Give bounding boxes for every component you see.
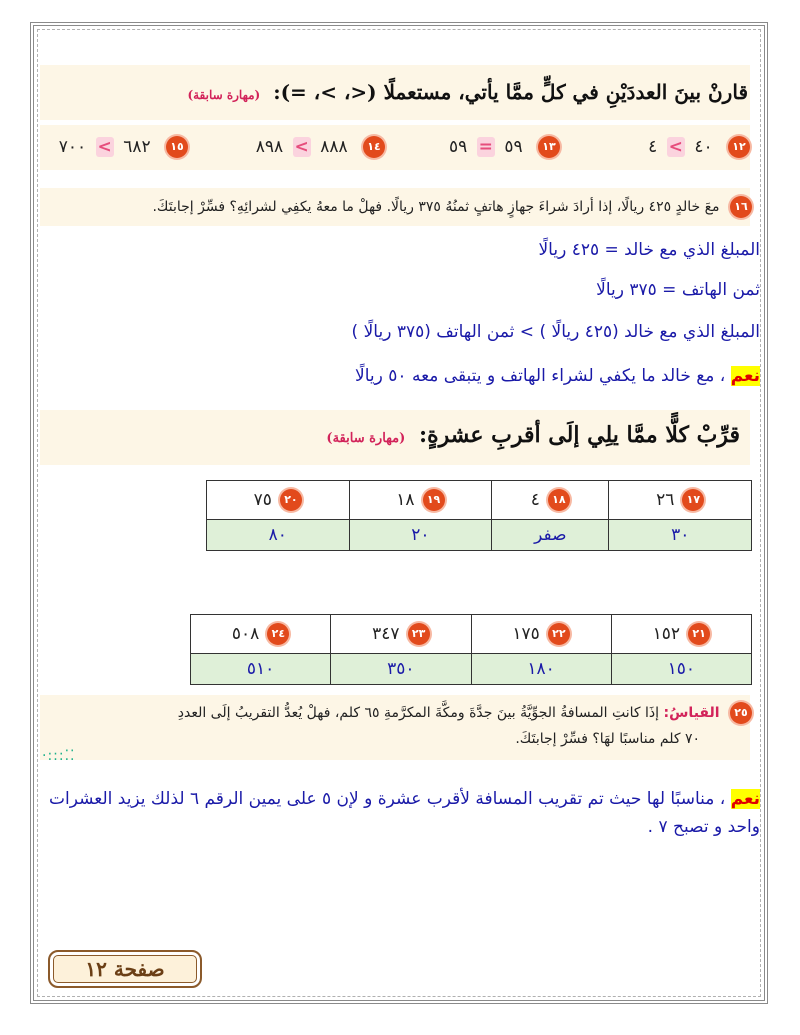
answer16-line1: المبلغ الذي مع خالد = ٤٢٥ ريالًا — [538, 240, 760, 260]
answer-cell: ٢٠ — [349, 520, 492, 551]
rounding-table-2 — [190, 614, 752, 685]
cell-value: ٥٠٨ — [231, 624, 260, 644]
rounding-table-1 — [206, 480, 752, 551]
yes-highlight: نعم — [730, 789, 760, 809]
answer-cell: ٣٥٠ — [331, 654, 471, 685]
problem-25-text1: إذَا كانتِ المسافةُ الجوِّيَّةُ بينَ جدَّةَ ومكَّةَ المكرَّمةِ ٦٥ كلم، فهلْ يُعدُّ التقريبُ إلَى العددِ — [177, 705, 660, 721]
question-13 — [449, 136, 560, 158]
section2-title — [326, 422, 740, 448]
question-number-badge: ٢٤ — [267, 623, 289, 645]
question-number-badge: ١٨ — [548, 489, 570, 511]
left-value: ٤٠ — [694, 137, 713, 157]
right-value: ٨٩٨ — [255, 137, 284, 157]
table-row-questions — [207, 481, 752, 520]
comparison-sign: > — [294, 137, 309, 157]
question-number-badge: ٢٣ — [408, 623, 430, 645]
comparison-sign: > — [97, 137, 112, 157]
problem-16-text: معَ خالدٍ ٤٢٥ ريالًا، إذا أرادَ شراءَ جهازٍ هاتفٍ ثمنُهُ ٣٧٥ ريالًا. فهلْ ما معهُ يكفِي لشرائِهِ؟ فسِّرْ إجابتَكَ. — [152, 199, 720, 215]
cell-value: ١٥٢ — [652, 624, 681, 644]
answer-cell: ٣٠ — [609, 520, 752, 551]
answer-cell: ٥١٠ — [191, 654, 331, 685]
section1-title — [187, 80, 748, 104]
page-number-box — [48, 950, 202, 988]
answer16-line2: ثمن الهاتف = ٣٧٥ ريالًا — [596, 280, 760, 300]
right-value: ٧٠٠ — [58, 137, 87, 157]
question-number-badge: ١٢ — [728, 136, 750, 158]
table-cell — [492, 481, 609, 520]
table-cell — [471, 615, 611, 654]
comparison-sign: = — [478, 137, 493, 157]
question-14 — [256, 136, 385, 158]
table-cell — [609, 481, 752, 520]
problem-16 — [152, 196, 752, 218]
cell-value: ٣٤٧ — [372, 624, 400, 644]
problem-25 — [178, 700, 752, 752]
answer16-line4 — [355, 366, 760, 386]
table-cell — [611, 615, 751, 654]
section1-title-text: قارنْ بينَ العددَيْنِ في كلٍّ ممَّا يأتي، مستعملًا (<، >، =): — [273, 80, 748, 104]
question-number-badge: ١٥ — [166, 136, 188, 158]
cell-value: ١٨ — [396, 490, 415, 510]
question-number-badge: ٢٢ — [548, 623, 570, 645]
cell-value: ٢٦ — [656, 490, 675, 510]
yes-highlight: نعم — [730, 366, 760, 386]
skill-tag: (مهارة سابقة) — [326, 431, 406, 446]
cell-value: ١٧٥ — [512, 624, 540, 644]
table-row-answers — [191, 654, 752, 685]
table-cell — [349, 481, 492, 520]
right-value: ٤ — [648, 137, 658, 157]
question-number-badge: ٢١ — [688, 623, 710, 645]
question-number-badge: ١٣ — [538, 136, 560, 158]
table-cell — [207, 481, 350, 520]
decorative-dots-icon: ·:::⁚⁚ — [42, 748, 76, 764]
answer16-line3: المبلغ الذي مع خالد (٤٢٥ ريالًا ) > ثمن الهاتف (٣٧٥ ريالًا ) — [351, 322, 760, 342]
cell-value: ٧٥ — [253, 490, 272, 510]
question-number-badge: ١٧ — [682, 489, 704, 511]
answer-cell: صفر — [492, 520, 609, 551]
skill-tag: (مهارة سابقة) — [187, 88, 261, 102]
question-number-badge: ١٦ — [730, 196, 752, 218]
question-number-badge: ١٤ — [363, 136, 385, 158]
answer-cell: ١٥٠ — [611, 654, 751, 685]
table-cell — [191, 615, 331, 654]
answer25-text: ، مناسبًا لها حيث تم تقريب المسافة لأقرب عشرة و لإن ٥ على يمين الرقم ٦ لذلك يزيد العشرات واحد و تصبح ٧ . — [48, 789, 760, 837]
answer25 — [40, 785, 760, 841]
question-number-badge: ١٩ — [423, 489, 445, 511]
table-row-answers — [207, 520, 752, 551]
cell-value: ٤ — [530, 490, 540, 510]
problem-25-line1 — [178, 700, 752, 726]
question-number-badge: ٢٠ — [280, 489, 302, 511]
page-number-label: صفحة ١٢ — [85, 957, 165, 981]
answer16-line4-text: ، مع خالد ما يكفي لشراء الهاتف و يتبقى معه ٥٠ ريالًا — [355, 366, 726, 386]
problem-25-text2: ٧٠ كلم مناسبًا لهَا؟ فسِّرْ إجابتَكَ. — [515, 731, 700, 747]
table-row-questions — [191, 615, 752, 654]
left-value: ٦٨٢ — [123, 137, 151, 157]
answer-cell: ١٨٠ — [471, 654, 611, 685]
table-cell — [331, 615, 471, 654]
left-value: ٨٨٨ — [320, 137, 348, 157]
right-value: ٥٩ — [449, 137, 468, 157]
left-value: ٥٩ — [504, 137, 523, 157]
question-number-badge: ٢٥ — [730, 702, 752, 724]
answer-cell: ٨٠ — [207, 520, 350, 551]
comparison-sign: > — [668, 137, 683, 157]
question-12 — [648, 136, 750, 158]
problem-25-label: القياسُ: — [663, 705, 720, 721]
section2-title-text: قرِّبْ كلًّا ممَّا يلِي إلَى أقربِ عشرةٍ: — [418, 422, 740, 448]
question-15 — [59, 136, 188, 158]
